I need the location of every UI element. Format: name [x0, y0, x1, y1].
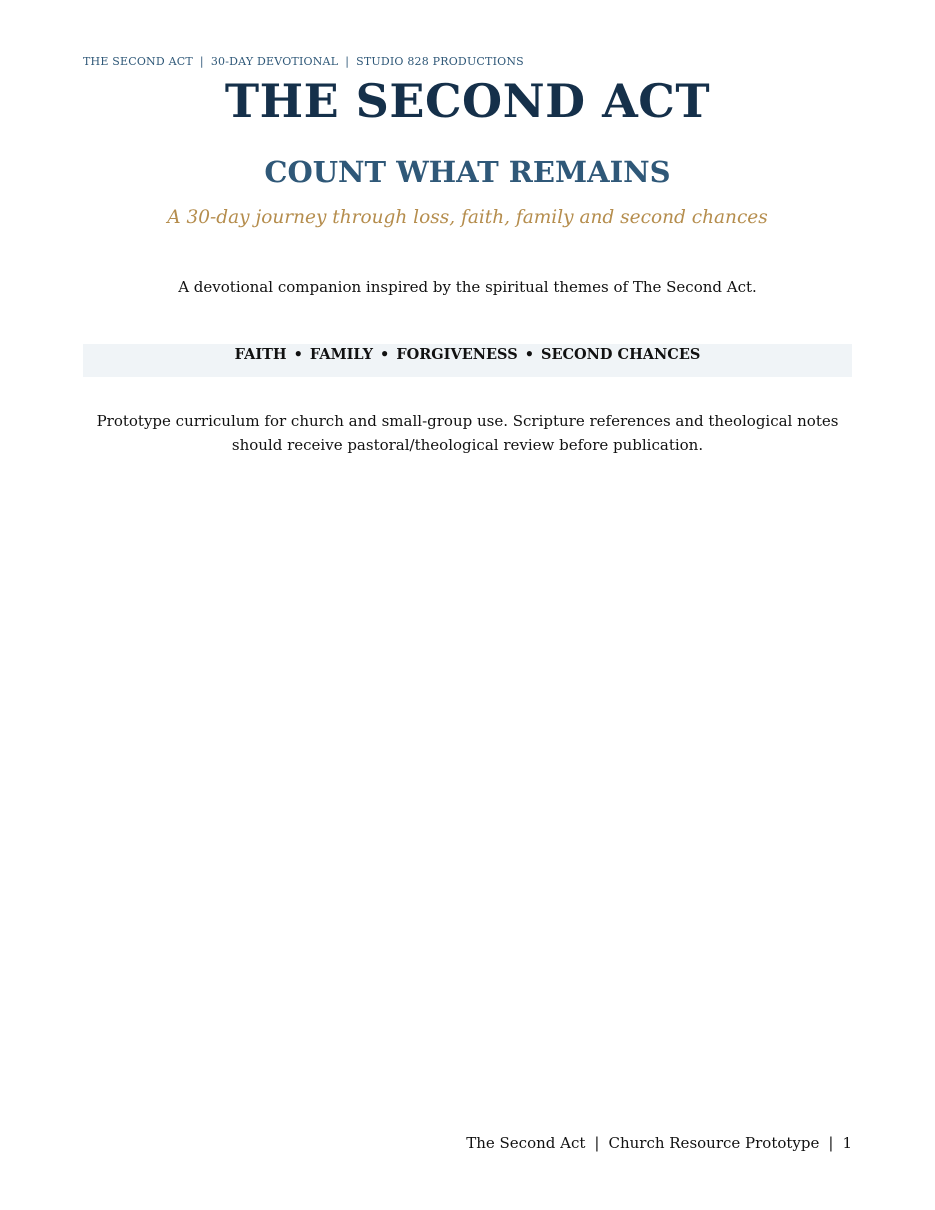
intro-text: A devotional companion inspired by the spiritual themes of The Second Act. — [178, 278, 757, 296]
header-item-studio: STUDIO 828 PRODUCTIONS — [356, 55, 524, 68]
theme-family: FAMILY — [309, 346, 374, 363]
footer-label: Church Resource Prototype — [608, 1134, 820, 1152]
header-separator: | — [199, 55, 204, 68]
header-separator: | — [345, 55, 350, 68]
page-footer — [466, 1134, 852, 1152]
document-subtitle: COUNT WHAT REMAINS — [264, 155, 671, 189]
footer-separator: | — [828, 1134, 834, 1152]
themes-band — [83, 344, 852, 377]
document-tagline: A 30-day journey through loss, faith, family and second chances — [167, 207, 768, 228]
running-header — [83, 55, 524, 68]
prototype-notice: Prototype curriculum for church and small-group use. Scripture references and theological notes should receive pastoral/theological review before publication. — [96, 412, 839, 454]
theme-faith: FAITH — [234, 346, 287, 363]
footer-title: The Second Act — [466, 1134, 586, 1152]
header-item-show: THE SECOND ACT — [83, 55, 193, 68]
theme-second-chances: SECOND CHANCES — [540, 346, 701, 363]
theme-separator: • — [293, 346, 303, 363]
page-number: 1 — [842, 1134, 852, 1152]
theme-forgiveness: FORGIVENESS — [396, 346, 518, 363]
theme-separator: • — [524, 346, 534, 363]
theme-separator: • — [380, 346, 390, 363]
footer-separator: | — [594, 1134, 600, 1152]
header-item-format: 30-DAY DEVOTIONAL — [210, 55, 339, 68]
document-title: THE SECOND ACT — [224, 74, 711, 128]
